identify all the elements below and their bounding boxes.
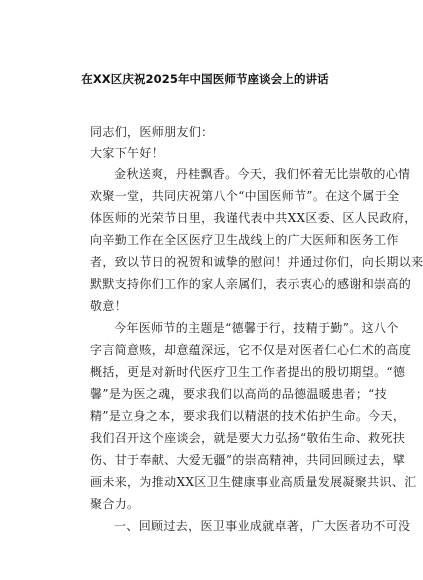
paragraph-2-line-3: 概括，更是对新时代医疗卫生工作者提出的殷切期望。“德 (90, 365, 406, 379)
paragraph-1-line-5: 者，致以节日的祝贺和诚挚的慰问！并通过你们，向长期以来 (90, 255, 423, 269)
paragraph-2-line-9: 聚合力。 (90, 497, 140, 511)
paragraph-2-line-6: 我们召开这个座谈会，就是要大力弘扬“敬佑生命、救死扶 (90, 431, 406, 445)
paragraph-2-line-8: 画未来，为推动XX区卫生健康事业高质量发展凝聚共识、汇 (90, 475, 417, 489)
greeting: 大家下午好！ (90, 146, 165, 160)
section-1-heading: 一、回顾过去，医卫事业成就卓著，广大医者功不可没 (114, 519, 411, 533)
salutation: 同志们，医师朋友们： (90, 125, 214, 139)
paragraph-1-line-4: 向辛勤工作在全区医疗卫生战线上的广大医师和医务工作 (90, 233, 399, 247)
paragraph-1-line-2: 欢聚一堂，共同庆祝第八个“中国医师节”。在这个属于全 (90, 189, 400, 203)
paragraph-1-line-3: 体医师的光荣节日里，我谨代表中共XX区委、区人民政府， (90, 211, 417, 225)
paragraph-2-line-5: 精”是立身之本，要求我们以精湛的技术佑护生命。今天， (90, 409, 406, 423)
paragraph-2-line-4: 馨”是为医之魂，要求我们以高尚的品德温暖患者；“技 (90, 387, 388, 401)
paragraph-1-line-1: 金秋送爽，丹桂飘香。今天，我们怀着无比崇敬的心情 (114, 167, 411, 181)
document-title: 在XX区庆祝2025年中国医师节座谈会上的讲话 (81, 72, 329, 86)
paragraph-2-line-2: 字言简意赅，却意蕴深远，它不仅是对医者仁心仁术的高度 (90, 343, 412, 357)
paragraph-1-line-6: 默默支持你们工作的家人亲属们，表示衷心的感谢和崇高的 (90, 277, 412, 291)
paragraph-2-line-1: 今年医师节的主题是“德馨于行，技精于勤”。这八个 (114, 321, 399, 335)
paragraph-2-line-7: 伤、甘于奉献、大爱无疆”的崇高精神，共同回顾过去，擘 (90, 453, 406, 467)
paragraph-1-line-7: 敬意！ (90, 299, 128, 313)
